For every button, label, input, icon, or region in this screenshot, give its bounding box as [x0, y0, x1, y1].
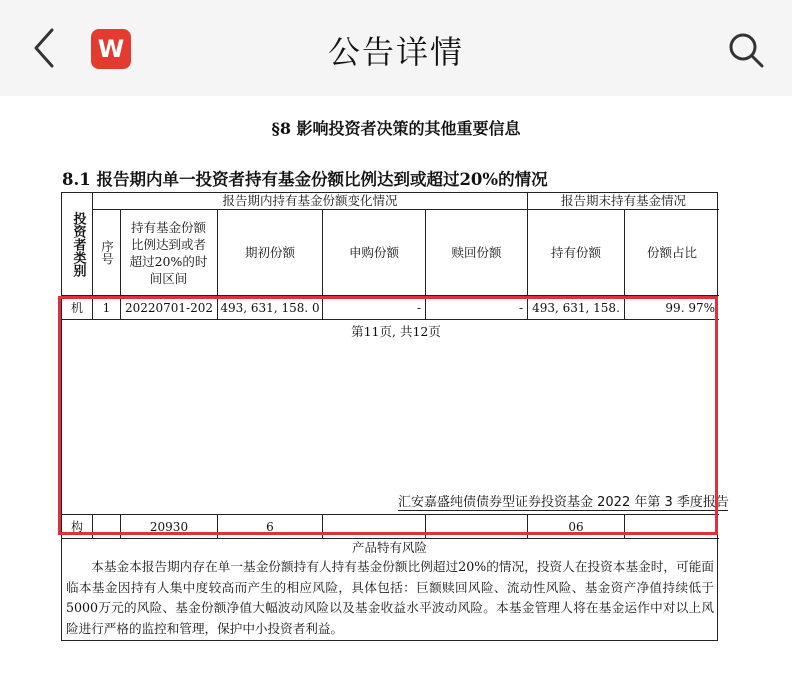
- investor-type-label: 投资者类别: [70, 211, 86, 277]
- search-icon: [726, 30, 766, 70]
- header-ratio: 份额占比: [646, 244, 697, 260]
- sub-heading: 8.1 报告期内单一投资者持有基金份额比例达到或超过20%的情况: [62, 170, 548, 189]
- row2-interval: 20930: [149, 519, 189, 534]
- row2-type: 构: [70, 519, 83, 534]
- row1-ratio: 99. 97%: [665, 300, 715, 315]
- header-begin: 期初份额: [244, 244, 295, 260]
- row1-hold: 493, 631, 158.: [532, 300, 620, 315]
- seq-label: 序号: [99, 240, 115, 265]
- header-redeem: 赎回份额: [451, 244, 502, 260]
- header-group-period-end: 报告期末持有基金情况: [560, 193, 686, 208]
- risk-paragraph: 本基金本报告期内存在单一基金份额持有人持有基金份额比例超过20%的情况，投资人在投资本基金时，可能面临本基金因持有人集中度较高而产生的相应风险，具体包括：巨额赎回风险、流动性风险、基金资产净值持续低于5000万元的风险、基金份额净值大幅波动风险以及基金收益水平波动风险。本基金管理人将在基金运作中对以上风险进行严格的监控和管理，保护中小投资者利益。: [66, 559, 714, 636]
- header-seq: [93, 210, 120, 295]
- search-button[interactable]: [726, 30, 766, 70]
- header-group-period-change: 报告期内持有基金份额变化情况: [222, 193, 398, 208]
- page-title: 公告详情: [327, 33, 464, 71]
- section-heading: §8 影响投资者决策的其他重要信息: [271, 119, 521, 138]
- header-investor-type: [64, 195, 91, 293]
- header-subscribe: 申购份额: [348, 244, 399, 260]
- row1-interval: 20220701-202: [124, 300, 214, 315]
- report-footer-text: 汇安嘉盛纯债债券型证券投资基金 2022 年第 3 季度报告: [398, 495, 729, 510]
- row2-hold: 06: [568, 519, 584, 534]
- header-interval: 持有基金份额比例达到或者超过20%的时间区间: [129, 219, 208, 286]
- risk-title: 产品特有风险: [351, 540, 427, 555]
- row1-subscribe: -: [416, 300, 421, 315]
- row1-type: 机: [70, 300, 83, 315]
- app-bar: [0, 0, 792, 96]
- logo-letter: W: [97, 35, 125, 63]
- row2-begin: 6: [266, 519, 274, 534]
- row1-begin: 493, 631, 158. 0: [220, 300, 320, 315]
- highlight-box: [58, 296, 718, 535]
- header-hold: 持有份额: [550, 244, 601, 260]
- row1-seq: 1: [102, 300, 111, 315]
- page-number-info: 第11页, 共12页: [351, 324, 441, 339]
- row1-redeem: -: [518, 300, 523, 315]
